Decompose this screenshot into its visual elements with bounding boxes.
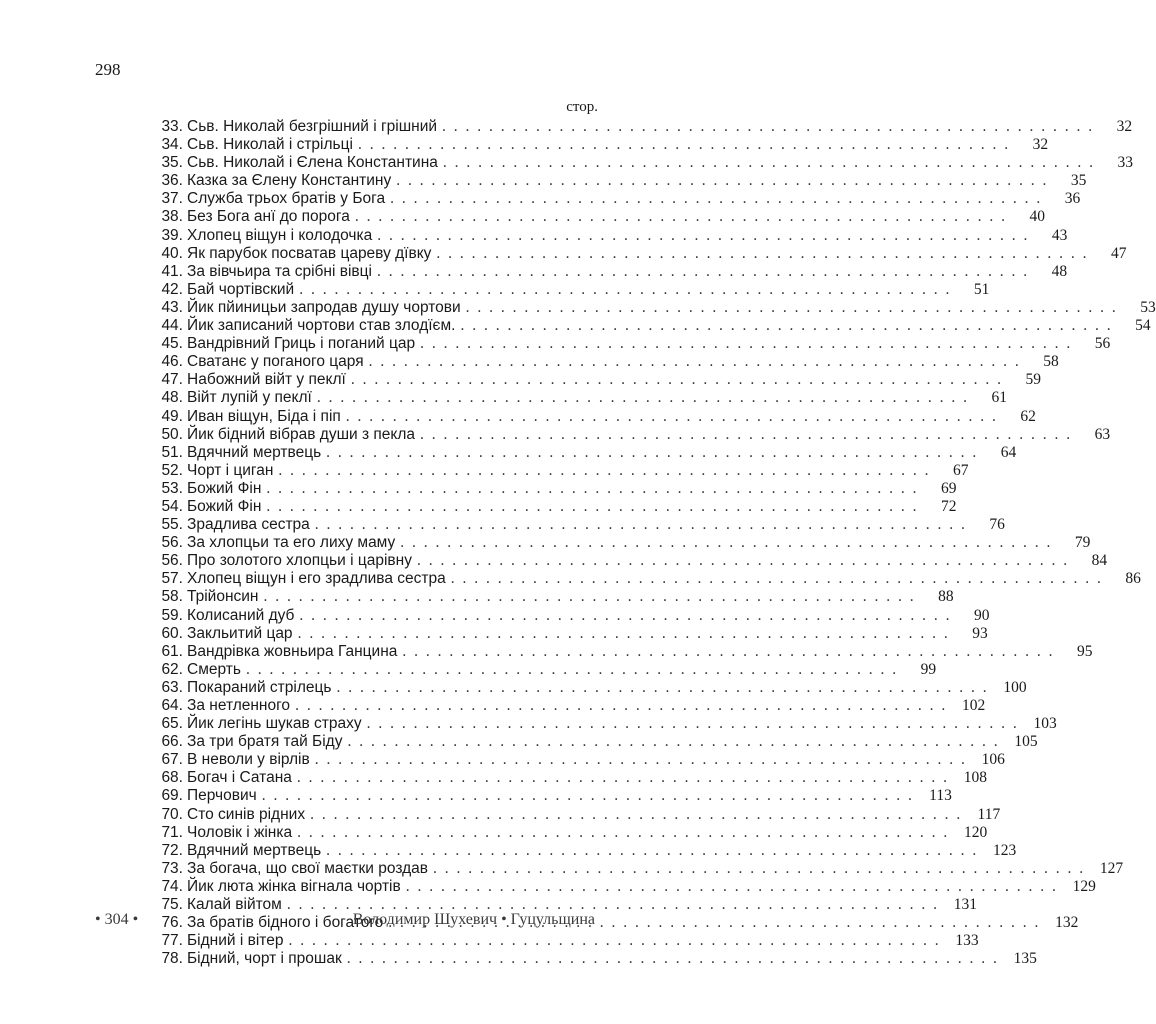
toc-entry <box>150 642 1093 661</box>
toc-dot-leader <box>415 335 1072 353</box>
toc-entry-page: 63 <box>1094 425 1111 443</box>
toc-dot-leader <box>431 245 1088 263</box>
toc-entry-title: Чорт і циган <box>187 461 274 479</box>
toc-entry-page: 100 <box>1003 678 1027 696</box>
toc-entry-number: 51. <box>161 443 183 461</box>
toc-dot-leader <box>257 787 914 805</box>
toc-dot-leader <box>292 824 949 842</box>
toc-entry <box>150 570 1141 588</box>
toc-entry-title: Сьв. Николай і Єлена Константина <box>187 154 438 172</box>
toc-entry-title: Сьв. Николай і стрільці <box>187 136 353 154</box>
toc-entry-page: 99 <box>920 660 937 678</box>
toc-entry-number: 62. <box>161 660 183 678</box>
toc-entry-title: Йик бідний вібрав души з пекла <box>187 425 416 443</box>
toc-dot-leader <box>446 570 1103 588</box>
toc-dot-leader <box>321 842 978 860</box>
toc-dot-leader <box>310 516 967 534</box>
footer-page-number: • 304 • <box>95 911 139 928</box>
toc-entry-number: 71. <box>161 823 183 841</box>
toc-entry-number: 52. <box>161 461 183 479</box>
toc-entry-page: 58 <box>1043 353 1059 371</box>
toc-entry-page: 86 <box>1125 570 1141 588</box>
toc-entry-number: 39. <box>161 226 183 244</box>
toc-entry-number: 47. <box>161 371 183 389</box>
page-column-header: стор. <box>566 99 598 115</box>
toc-entry-title: Иван віщун, Біда і піп <box>187 407 341 425</box>
toc-entry-number: 66. <box>161 733 183 751</box>
toc-entry-number: 69. <box>161 787 183 805</box>
toc-entry-page: 131 <box>953 896 977 914</box>
toc-entry-title: Богач і Сатана <box>187 769 292 787</box>
toc-entry-page: 40 <box>1029 208 1045 226</box>
toc-entry-title: Божий Фін <box>187 479 262 497</box>
toc-entry-number: 56. <box>161 534 183 552</box>
toc-entry <box>150 208 1045 226</box>
toc-entry-title: Йик легінь шукав страху <box>187 715 362 733</box>
toc-entry-number: 58. <box>161 588 183 606</box>
page-number: 298 <box>95 60 121 79</box>
toc-entry <box>150 190 1081 208</box>
toc-dot-leader <box>385 190 1042 208</box>
toc-entry <box>150 479 957 498</box>
toc-entry-number: 72. <box>161 841 183 859</box>
toc-entry-number: 45. <box>161 335 183 353</box>
toc-entry <box>150 715 1057 733</box>
toc-entry-number: 36. <box>161 172 183 190</box>
toc-dot-leader <box>461 299 1118 317</box>
toc-dot-leader <box>412 552 1069 570</box>
toc-entry-page: 123 <box>993 841 1017 859</box>
toc-entry-number: 63. <box>161 678 183 696</box>
toc-dot-leader <box>305 806 962 824</box>
toc-dot-leader <box>395 534 1052 552</box>
toc-entry-title: Смерть <box>187 660 241 678</box>
toc-entry <box>150 136 1049 154</box>
toc-entry <box>150 624 988 643</box>
toc-dot-leader <box>350 208 1007 226</box>
toc-dot-leader <box>372 263 1029 281</box>
toc-entry-title: Йик пйиницьи запродав душу чортови <box>187 298 461 316</box>
toc-entry-number: 50. <box>161 425 183 443</box>
toc-entry-number: 59. <box>161 606 183 624</box>
toc-entry-title: Як парубок посватав цареву дївку <box>187 244 432 262</box>
toc-entry-page: 102 <box>961 697 986 714</box>
toc-entry <box>150 317 1151 335</box>
toc-entry-page: 76 <box>989 516 1005 534</box>
toc-entry-title: Вдячний мертвець <box>187 841 322 859</box>
toc-entry-number: 64. <box>161 697 183 714</box>
toc-entry-page: 64 <box>1000 443 1017 461</box>
toc-entry-page: 33 <box>1117 154 1134 172</box>
toc-entry-page: 35 <box>1070 172 1087 190</box>
toc-dot-leader <box>341 408 998 426</box>
toc-dot-leader <box>353 136 1010 154</box>
toc-entry <box>150 660 937 679</box>
toc-entry-number: 41. <box>161 262 183 280</box>
toc-entry-page: 36 <box>1064 190 1081 208</box>
toc-entry <box>150 841 1017 860</box>
toc-entry-page: 72 <box>941 497 957 515</box>
toc-entry-title: За хлопцьи та его лиху маму <box>187 534 396 552</box>
toc-entry-page: 117 <box>977 805 1001 823</box>
toc-entry-page: 32 <box>1116 118 1133 135</box>
toc-entry-title: Сто синів рідних <box>187 805 306 823</box>
toc-entry <box>150 516 1005 534</box>
toc-entry-number: 75. <box>161 896 183 914</box>
toc-entry-page: 129 <box>1072 877 1096 895</box>
toc-entry-page: 106 <box>981 751 1005 769</box>
toc-entry-page: 43 <box>1051 226 1068 244</box>
toc-entry <box>150 262 1068 281</box>
toc-entry-title: Закльитий цар <box>187 624 293 642</box>
toc-dot-leader <box>438 154 1095 172</box>
toc-entry-page: 79 <box>1074 534 1091 552</box>
toc-entry <box>150 280 990 299</box>
toc-dot-leader <box>372 227 1029 245</box>
toc-dot-leader <box>346 371 1003 389</box>
toc-entry-title: Вандрівка жовньира Ганцина <box>187 642 398 660</box>
toc-entry-number: 40. <box>161 244 183 262</box>
toc-dot-leader <box>415 426 1072 444</box>
toc-entry <box>150 823 988 842</box>
toc-entry-page: 90 <box>974 606 990 624</box>
toc-entry <box>150 154 1134 172</box>
toc-entry-title: Калай війтом <box>187 896 282 914</box>
toc-entry <box>150 118 1133 136</box>
toc-entry-page: 56 <box>1094 335 1111 353</box>
toc-entry <box>150 733 1038 751</box>
toc-entry-number: 54. <box>161 497 183 515</box>
toc-entry <box>150 697 986 715</box>
toc-dot-leader <box>362 715 1019 733</box>
toc-entry <box>150 172 1087 190</box>
toc-entry-page: 120 <box>963 823 988 841</box>
toc-entry-page: 88 <box>938 588 954 606</box>
toc-entry-title: За богача, що свої маєтки роздав <box>187 859 428 877</box>
toc-dot-leader <box>290 697 947 715</box>
toc-entry-page: 69 <box>941 479 957 497</box>
toc-entry-number: 53. <box>161 479 183 497</box>
toc-dot-leader <box>283 932 940 950</box>
footer-book-title: Володимир Шухевич • Гуцульщина <box>352 911 595 928</box>
toc-dot-leader <box>294 607 951 625</box>
toc-entry-number: 46. <box>161 353 183 371</box>
toc-entry-page: 135 <box>1013 950 1037 968</box>
toc-entry-title: Набожний війт у пеклї <box>187 371 346 389</box>
toc-dot-leader <box>261 498 918 516</box>
toc-entry-page: 93 <box>972 624 988 642</box>
toc-entry-title: Зрадлива сестра <box>187 516 310 534</box>
toc-entry <box>150 244 1127 263</box>
toc-dot-leader <box>455 317 1112 335</box>
toc-entry-page: 54 <box>1135 317 1151 335</box>
toc-dot-leader <box>428 860 1085 878</box>
toc-entry-title: Війт лупій у пеклї <box>187 389 312 407</box>
toc-entry-number: 73. <box>161 859 183 877</box>
toc-entry-number: 38. <box>161 208 183 226</box>
toc-entry-title: Трійонсин <box>187 588 259 606</box>
toc-entry-number: 44. <box>161 317 183 335</box>
toc-entry-title: Казка за Єлену Константину <box>187 172 392 190</box>
toc-dot-leader <box>294 281 951 299</box>
toc-dot-leader <box>397 643 1054 661</box>
toc-entry <box>150 407 1036 426</box>
toc-entry-number: 61. <box>161 642 183 660</box>
toc-entry <box>150 353 1059 371</box>
toc-entry-page: 95 <box>1077 642 1093 660</box>
toc-dot-leader <box>331 679 988 697</box>
toc-entry-number: 37. <box>161 190 183 208</box>
toc-entry-page: 62 <box>1020 407 1036 425</box>
toc-entry <box>150 859 1124 878</box>
toc-entry <box>150 371 1041 389</box>
toc-entry-page: 47 <box>1111 244 1127 262</box>
toc-dot-leader <box>293 625 950 643</box>
toc-entry <box>150 751 1005 769</box>
toc-entry <box>150 877 1096 896</box>
toc-entry <box>150 443 1017 462</box>
toc-entry-title: Йик люта жінка вігнала чортів <box>187 877 401 895</box>
toc-entry-title: Колисаний дуб <box>187 606 295 624</box>
toc-entry-title: Покараний стрілець <box>187 678 332 696</box>
toc-entry-title: Служба трьох братів у Бога <box>187 190 386 208</box>
toc-entry-title: Без Бога анї до порога <box>187 208 350 226</box>
toc-dot-leader <box>292 769 949 787</box>
toc-entry-title: Бідний, чорт і прошак <box>187 950 342 968</box>
toc-dot-leader <box>437 118 1094 136</box>
toc-entry-title: Вандрівний Гриць і поганий цар <box>187 335 416 353</box>
toc-dot-leader <box>241 661 898 679</box>
toc-entry-title: За три братя тай Біду <box>187 733 343 751</box>
toc-dot-leader <box>364 353 1021 371</box>
toc-entry <box>150 606 990 625</box>
toc-entry-page: 51 <box>973 280 990 298</box>
toc-entry-number: 77. <box>161 932 183 950</box>
toc-entry-title: За вівчьира та срібні вівці <box>187 262 372 280</box>
toc-entry-page: 133 <box>955 932 979 950</box>
toc-entry-title: Хлопец віщун і колодочка <box>187 226 373 244</box>
toc-dot-leader <box>273 462 930 480</box>
toc-entry-number: 49. <box>161 407 183 425</box>
toc-entry <box>150 425 1111 444</box>
toc-entry-title: Чоловік і жінка <box>187 823 293 841</box>
toc-entry-number: 65. <box>161 715 183 733</box>
toc-entry-number: 56. <box>161 552 183 570</box>
table-of-contents <box>150 118 1156 968</box>
toc-entry-title: Про золотого хлопцьи і царівну <box>187 552 412 570</box>
toc-entry-page: 53 <box>1140 298 1156 316</box>
toc-entry-page: 48 <box>1051 262 1068 280</box>
toc-entry <box>150 389 1007 407</box>
toc-dot-leader <box>321 444 978 462</box>
toc-entry-number: 48. <box>161 389 183 407</box>
toc-entry-title: Сватанє у поганого царя <box>187 353 364 371</box>
toc-entry <box>150 335 1111 353</box>
toc-entry <box>150 950 1037 968</box>
toc-entry-title: Вдячний мертвець <box>187 443 322 461</box>
toc-entry-title: Йик записаний чортови став злодїєм. <box>187 317 456 335</box>
toc-entry-page: 84 <box>1091 552 1108 570</box>
toc-entry <box>150 805 1001 824</box>
toc-dot-leader <box>312 389 969 407</box>
toc-entry-title: Перчович <box>187 787 257 805</box>
toc-entry-number: 55. <box>161 516 183 534</box>
toc-entry <box>150 678 1027 697</box>
toc-entry <box>150 298 1156 317</box>
toc-entry-title: Сьв. Николай безгрішний і грішний <box>187 118 438 135</box>
toc-entry <box>150 769 988 787</box>
toc-entry-number: 74. <box>161 877 183 895</box>
toc-entry-page: 105 <box>1014 733 1038 751</box>
toc-entry-number: 60. <box>161 624 183 642</box>
toc-entry <box>150 226 1068 245</box>
toc-entry-number: 57. <box>161 570 183 588</box>
toc-entry <box>150 787 952 805</box>
toc-entry-number: 34. <box>161 136 183 154</box>
toc-entry-number: 42. <box>161 280 183 298</box>
toc-dot-leader <box>261 480 918 498</box>
toc-entry <box>150 534 1091 552</box>
toc-entry <box>150 552 1108 570</box>
toc-dot-leader <box>310 751 967 769</box>
toc-entry <box>150 932 979 950</box>
toc-entry-page: 108 <box>963 769 988 787</box>
toc-entry <box>150 588 954 606</box>
toc-entry-number: 76. <box>161 914 183 932</box>
toc-dot-leader <box>342 950 999 968</box>
toc-entry <box>150 461 969 480</box>
toc-entry-title: За братів бідного і богатого <box>187 914 384 932</box>
toc-entry-title: В неволи у вірлів <box>187 751 310 769</box>
toc-entry-title: Божий Фін <box>187 497 262 515</box>
toc-dot-leader <box>401 878 1058 896</box>
toc-entry-number: 67. <box>161 751 183 769</box>
toc-entry-page: 32 <box>1032 136 1049 154</box>
toc-entry-number: 33. <box>161 118 183 135</box>
toc-entry-title: Бай чортівский <box>187 280 295 298</box>
toc-entry-title: За нетленного <box>187 697 291 714</box>
toc-entry-number: 78. <box>161 950 183 968</box>
toc-entry-number: 70. <box>161 805 183 823</box>
toc-dot-leader <box>258 588 915 606</box>
toc-entry-page: 59 <box>1025 371 1041 389</box>
toc-entry-number: 68. <box>161 769 183 787</box>
toc-entry-title: Хлопец віщун і его зрадлива сестра <box>187 570 446 588</box>
toc-entry-page: 61 <box>991 389 1007 407</box>
toc-entry-number: 43. <box>161 298 183 316</box>
toc-dot-leader <box>391 172 1048 190</box>
toc-entry-page: 103 <box>1033 715 1057 733</box>
toc-entry-page: 113 <box>929 787 952 805</box>
toc-entry-title: Бідний і вітер <box>187 932 284 950</box>
toc-entry-number: 35. <box>161 154 183 172</box>
toc-entry-page: 67 <box>953 461 969 479</box>
toc-entry-page: 127 <box>1099 859 1124 877</box>
toc-entry-page: 132 <box>1055 914 1079 932</box>
toc-entry <box>150 497 957 516</box>
toc-dot-leader <box>342 733 999 751</box>
